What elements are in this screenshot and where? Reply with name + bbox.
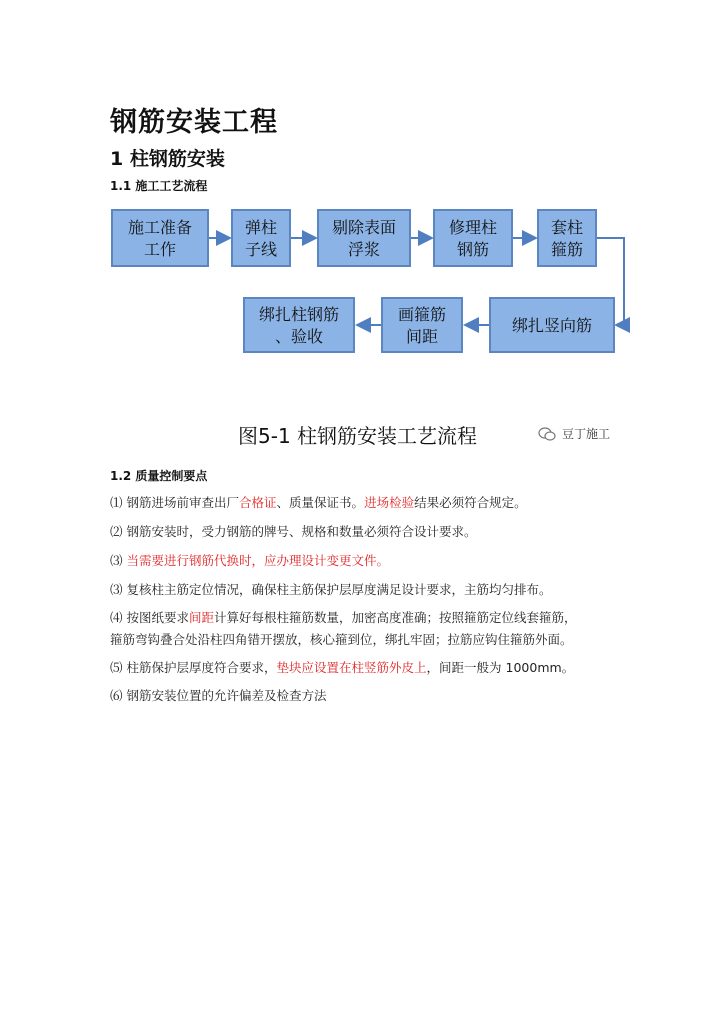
- svg-text:剔除表面: 剔除表面: [331, 218, 397, 237]
- page-title: 钢筋安装工程: [110, 107, 278, 138]
- svg-text:箍筋: 箍筋: [550, 240, 584, 259]
- flow-step-tie-accept: [244, 298, 354, 352]
- quality-item-4: ⑷ 按图纸要求间距计算好每根柱箍筋数量，加密高度准确；按照箍筋定位线套箍筋， 箍筋弯钩叠合处沿柱四角错开摆放，核心箍到位，绑扎牢固；拉筋应钩住箍筋外面。: [110, 610, 577, 647]
- svg-text:间距: 间距: [405, 327, 439, 346]
- svg-text:施工准备: 施工准备: [127, 218, 193, 237]
- flow-step-stirrup-spacing: [382, 298, 462, 352]
- flow-step-vertical-bars: [490, 298, 614, 352]
- flow-step-prepare: [112, 210, 208, 266]
- quality-item-2: ⑵ 钢筋安装时，受力钢筋的牌号、规格和数量必须符合设计要求。: [110, 524, 477, 539]
- svg-text:修理柱: 修理柱: [448, 218, 498, 237]
- flow-step-line: [232, 210, 290, 266]
- watermark-brand: [538, 425, 610, 442]
- flow-step-repair-rebar: [434, 210, 512, 266]
- section-heading: 1 柱钢筋安装: [110, 148, 225, 170]
- process-flowchart: [108, 204, 632, 356]
- svg-text:套柱: 套柱: [550, 218, 584, 237]
- brand-name: 豆丁施工: [562, 427, 611, 441]
- subsection-heading-quality: 1.2 质量控制要点: [110, 469, 208, 483]
- wechat-icon: [538, 427, 556, 441]
- svg-text:子线: 子线: [244, 240, 278, 259]
- svg-text:浮浆: 浮浆: [347, 240, 381, 259]
- svg-text:绑扎竖向筋: 绑扎竖向筋: [511, 316, 593, 335]
- svg-text:工作: 工作: [143, 240, 177, 259]
- svg-text:绑扎柱钢筋: 绑扎柱钢筋: [258, 305, 340, 324]
- svg-text:弹柱: 弹柱: [244, 218, 278, 237]
- quality-item-3b: ⑶ 复核柱主筋定位情况，确保柱主筋保护层厚度满足设计要求，主筋均匀排布。: [110, 582, 552, 597]
- flow-step-remove-slurry: [318, 210, 410, 266]
- quality-item-6: ⑹ 钢筋安装位置的允许偏差及检查方法: [110, 688, 327, 703]
- quality-item-1: ⑴ 钢筋进场前审查出厂合格证、质量保证书。进场检验结果必须符合规定。: [110, 495, 527, 510]
- svg-text:画箍筋: 画箍筋: [397, 305, 447, 324]
- figure-caption: 图5-1 柱钢筋安装工艺流程: [238, 424, 478, 448]
- flow-step-stirrup: [538, 210, 596, 266]
- quality-item-5: ⑸ 柱筋保护层厚度符合要求，垫块应设置在柱竖筋外皮上，间距一般为 1000mm。: [110, 660, 575, 675]
- svg-text:钢筋: 钢筋: [456, 240, 490, 259]
- quality-item-3: ⑶ 当需要进行钢筋代换时，应办理设计变更文件。: [110, 553, 390, 568]
- subsection-heading-process: 1.1 施工工艺流程: [110, 179, 208, 193]
- svg-text:、验收: 、验收: [274, 327, 324, 346]
